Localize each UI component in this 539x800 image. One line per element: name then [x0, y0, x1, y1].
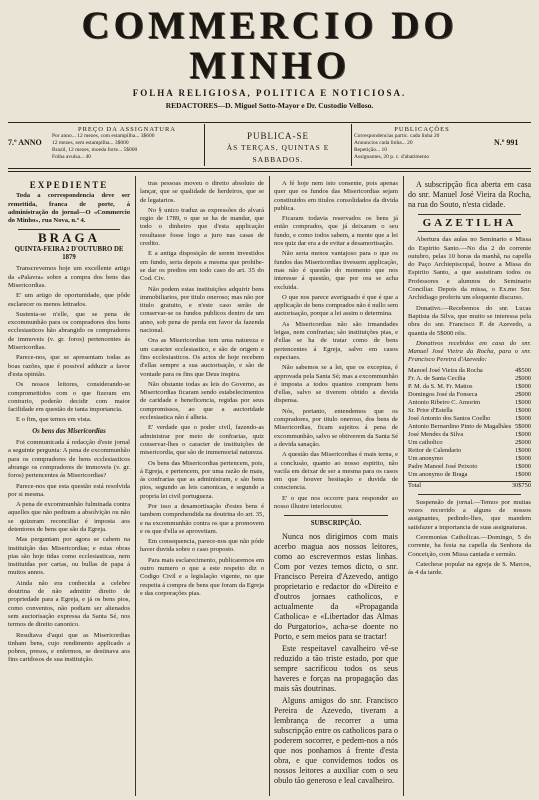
subscription-row: Por anno... 12 mezes, com estampilha... 3$600	[52, 133, 155, 139]
publications-row: Correspondencias partic. cada linha 20	[354, 133, 440, 139]
subscription-row: Folha avulsa... 40	[52, 154, 91, 160]
column-2	[140, 180, 264, 796]
issue-number: N.º 991	[494, 138, 519, 147]
donation-amount: 2$000	[515, 438, 531, 446]
subscription-paragraph: Nunca nos dirigimos com mais acerbo magua aos nossos leitores, como ao escrevermos estas linhas. Com por vezes temos dicto, o snr. Francisco Pereira d'Azevedo, antigo proprietario e redactor do «Direito e d'outros jornaes catholicos, e actualmente da «Propaganda Catholica» e «Libertador das Almas do Purgatorio», acha-se doente no Porto, e sem meios para se tractar!	[274, 531, 398, 641]
donation-row	[408, 415, 531, 423]
total-amount: 30$750	[511, 481, 531, 489]
subheading: Os bens das Misericordias	[32, 427, 106, 435]
paragraph: Foi communicada á redacção d'este jornal a seguinte pergunta: A pena de excommunhão para os compradores de bens ecclesiasticos abrange os compradores de immoveis (v. gr. foros) pertencentes ás Misericordias?	[8, 439, 130, 480]
publish-box	[204, 124, 352, 166]
donation-amount: 2$000	[515, 390, 531, 398]
news-item: Abertura das aulas no Seminario e Missa do Espirito Santo.—No dia 2 do corrente outubro, pelas 10 horas da manhã, na capella do Paço Archiepiscopal, houve a Missa do Espirito Santo, a que assistiram todos os Professores e alumnos do Seminario Conciliar. Depois da missa, o Ex.mo Snr. Archidiago proferiu um eloquente discurso.	[408, 236, 531, 302]
subscription-title: PREÇO DA ASSIGNATURA	[77, 126, 177, 133]
donation-amount: 1$000	[515, 446, 531, 454]
donation-amount: 1$000	[515, 470, 531, 478]
paragraph: E o fim, que temos em vista.	[16, 416, 92, 424]
paragraph: Não podem estas instituições adquirir bens immobiliarios, por titulo oneroso; mas não por titulo gratuito, e n'este caso serão de conservar-se os fundos publicos dentro de um anno, sob pena de perda em favor da fazenda nacional.	[140, 285, 264, 335]
column-separator	[269, 176, 270, 796]
paragraph: Em consequencia, parece-nos que não póde haver duvida sobre o caso proposto.	[140, 538, 264, 554]
paragraph: E' o que nos occorre para responder ao nosso illustre interlocutor.	[274, 494, 398, 510]
donation-row	[408, 431, 531, 439]
donation-amount: 2$000	[515, 374, 531, 382]
publications-row: Assignantes, 20 p. c. d'abatimento	[354, 154, 430, 160]
divider	[418, 231, 521, 232]
donation-row	[408, 455, 531, 463]
publish-days: ÀS TERÇAS, QUINTAS E SABBADOS.	[226, 143, 330, 164]
donor-name: Um anonymo de Braga	[408, 470, 468, 478]
paragraph: E a antiga disposição de serem investidos em fundo, seria depois a mesma que prohibe-se dar os predios em todo caso do art. 35 do Cod. Civ.	[140, 250, 264, 283]
paragraph: No § unico traduz as expressões do alvará regio de 1789, o que se ha de mandar, que todo o dinheiro que d'esta applicação resultasse fosse logo a juro nas casas de credito.	[140, 206, 264, 248]
total-label: Total	[408, 481, 422, 489]
donation-amount: 1$000	[515, 414, 531, 422]
donor-name: Domingos José da Fonseca	[408, 390, 478, 398]
donor-name: Um anonymo	[408, 454, 443, 462]
divider	[418, 214, 521, 215]
paragraph: Sustenta-se n'elle, que se pena de excommunhão para os compradores dos bens ecclesiasticos hão abrangido os compradores de immoveis (v. gr. foros) pertencentes ás Misericordias.	[8, 310, 130, 352]
donation-row	[408, 367, 531, 375]
donor-name: José Mendes da Silva	[408, 430, 464, 438]
donor-name: Um catholico	[408, 438, 443, 446]
paragraph: Não obstante todas as leis do Governo, as Misericordias ficaram sendo estabelecimentos de caridade e beneficencia, regidas por seus compromissos, ao que a auctoridade ecclesiastica não é alheia.	[140, 380, 264, 422]
expediente-text: Toda a correspondencia deve ser remettida, franca de porte, á administração do jornal—O «Commercio do Minho», rua Nova, n.º 4.	[8, 192, 130, 225]
publish-label: PUBLICA-SE	[246, 131, 309, 141]
subscription-location: A subscripção fica aberta em casa do snr. Manuel José Vieira da Rocha, na rua do Souto, n'esta cidade.	[408, 180, 531, 209]
column-separator	[403, 176, 404, 796]
donor-name: Antonio Ribeiro C. Amorim	[408, 398, 481, 406]
column-separator	[135, 176, 136, 796]
paragraph: Para mais esclarecimento, publicaremos em outro numero o que a este respeito diz o Codigo Civil e a legislação vigente, no que respeita á compra de bens que foram da Egreja e das corporações pias.	[140, 556, 264, 597]
donation-row	[408, 423, 531, 431]
donor-name: Antonio Bernardino Pinto de Magalhães	[408, 422, 512, 430]
publications-row: Repetição... 10	[354, 147, 387, 153]
donation-amount: 1$000	[515, 382, 531, 390]
paragraph: Mas perguntam por agora se cabem na instituição das Misericordias; e estas obras pias são hoje tidas como ecclesiasticas, nem instituidas por cartas, ou bullas de papa á muitos annos.	[8, 536, 130, 577]
divider	[284, 515, 388, 516]
paragraph: Ora as Misericordias tem uma natureza e um caracter ecclesiastico, e são de origem e fins ecclesiasticos. Os actos de hoje recebem d'ellas sempre a sua auctorisação, e são de vontade para os fins que Deus inspira.	[140, 337, 264, 378]
rule-mid-2	[8, 171, 531, 172]
subscription-row: Brazil, 12 mezes, moeda forte... 5$000	[52, 147, 138, 153]
paragraph: Ainda não era conhecida a celebre doutrina de não admittir direito de propriedade para a Egreja, e já os bens pios, como conventos, não podiam ser alienados sem auctorisação expressa da Santa Sé, nos termos de direito canonico.	[8, 579, 130, 629]
number-box	[494, 124, 531, 166]
donation-row	[408, 447, 531, 455]
year-label: 7.º ANNO	[8, 138, 42, 147]
donation-total-row	[408, 481, 531, 490]
paragraph: Parece-nos que esta questão está resolvida por si mesma.	[8, 482, 130, 498]
publications-box	[354, 124, 490, 166]
masthead	[0, 0, 539, 110]
publications-title: PUBLICAÇÕES	[394, 126, 450, 133]
editors-line: REDACTORES—D. Miguel Sotto-Mayor e Dr. Custodio Velloso.	[165, 101, 374, 110]
paragraph: Resultava d'aqui que as Misericordias tinham bens, cujo rendimento applicado a pobres, presos, e enfermos, se destinava aos fins caridosos de sua instituição.	[8, 631, 130, 664]
donation-amount: 1$000	[515, 406, 531, 414]
donation-row	[408, 391, 531, 399]
date-line: QUINTA-FEIRA 2 D'OUTUBRO DE 1879	[14, 245, 124, 262]
news-item: Ceremonias Catholicas.—Domingo, 5 do corrente, ha festa na capella da Senhora da Conceição, com Missa cantada e sermão.	[408, 533, 531, 558]
paragraph: A pena de excommunhão fulminada contra aquelles que não pediram a absolvição ou não se quizeram reconciliar é imposta aos detentores de bens que são da Egreja.	[8, 501, 130, 533]
donor-name: Manoel José Vieira da Rocha	[408, 366, 483, 374]
gazetilha-heading: GAZETILHA	[422, 217, 517, 229]
newspaper-title: COMMERCIO DO MINHO	[81, 4, 458, 87]
expediente-heading: EXPEDIENTE	[29, 180, 109, 190]
braga-heading: BRAGA	[38, 230, 100, 246]
donation-row	[408, 407, 531, 415]
paragraph: E' um artigo de oportunidade, que pôde esclarecer os menos lettrados.	[8, 292, 130, 308]
column-4	[408, 180, 531, 796]
rule-top	[8, 122, 531, 123]
paragraph: A fé hoje nem isto consente, pois apenas quer que os fundos das Misericordias sejam constituidos em titulos consolidados da divida publica.	[274, 180, 398, 212]
paragraph: Por isso a desamortisação d'estes bens é tambem comprehendida na doutrina do art. 35, e na excommunhão contra os que a promovem e os que d'ella se aproveitam.	[140, 502, 264, 535]
donation-row	[408, 463, 531, 471]
news-item: Catechese popular na egreja de S. Marcos, ás 4 da tarde.	[408, 560, 531, 577]
paragraph: As Misericordias não são irmandades leigas, nem confrarias; são instituições pias, e d'ellas se ha de tratar como de bens pertencentes á Egreja, salvo em casos especiaes.	[274, 320, 398, 361]
year-box	[8, 124, 48, 166]
donor-name: Reitor de Calendario	[408, 446, 462, 454]
newspaper-subtitle: FOLHA RELIGIOSA, POLITICA E NOTICIOSA.	[132, 88, 407, 98]
paragraph: Os nossos leitores, considerando-se compromettidos com o que fizeram em contrario, poderão decidir com maior facilidade em questão de tanta importancia.	[8, 381, 130, 414]
divider	[418, 494, 521, 495]
donation-row	[408, 375, 531, 383]
donor-name: P. M. da S. M. Fr. Mattos	[408, 382, 473, 390]
paragraph: Ficaram todavia reservados os bens já então comprados, que já deixaram o seu fundo, e como todos sabem, a mente que a lei nos quiz dar era a de evitar a desamortisação.	[274, 215, 398, 248]
paragraph: Não sabemos se a lei, que os exceptua, é approvada pela Santa Sé; mas a excommunhão é imposta a todos quantos compram bens d'ellas, salvo se tiverem obtido a devida dispensa.	[274, 364, 398, 405]
column-1	[8, 180, 130, 796]
paragraph: A questão das Misericordias é mais terna, e a conclusão, quanto ao nosso espirito, não vacila em deixar de ser a mesma para os casos em que houver hesitação e duvida de consciencia.	[274, 451, 398, 492]
donation-row	[408, 399, 531, 407]
donor-name: Sr. Prior d'Estella	[408, 406, 453, 414]
subscription-paragraph: Alguns amigos do snr. Francisco Pereira de Azevedo, tiveram a lembrança de recorrer a uma subscripção entre os catholicos para o poderem socorrer, e pedem-nos a nós que nos ponhamos á frente d'esta obra, e que convidemos todos os nossos leitores a auxiliar com o seu obulo tão generoso e leal cavalheiro.	[274, 695, 398, 785]
donation-row	[408, 471, 531, 479]
donation-amount: 1$000	[515, 398, 531, 406]
paragraph: Parece-nos, que se apresentam todas as boas razões, que é possivel adduzir a favor d'esta opinião.	[8, 354, 130, 378]
subscription-box	[52, 124, 202, 166]
paragraph: Nós, portanto, entendemos que os compradores, por titulo oneroso, dos bens de Misericordias, ficam sujeitos á pena de excommunhão, salvo se obtiverem da Santa Sé a devida sanação.	[274, 407, 398, 448]
donation-amount: 1$000	[515, 454, 531, 462]
news-item: Suspensão de jornal.—Temos por muitas vezes recorrido a alguns de nossos assignantes, pedindo-lhes, que mandem satisfazer a importancia de suas assignaturas.	[408, 498, 531, 531]
donation-row	[408, 383, 531, 391]
donor-name: José Antonio dos Santos Coelho	[408, 414, 491, 422]
paragraph: Transcrevemos hoje um excellente artigo da «Palavra» sobre a compra dos bens das Misericordias.	[8, 265, 130, 289]
donation-amount: 1$000	[515, 430, 531, 438]
rule-mid	[8, 168, 531, 169]
donor-name: Fr. A. de Santa Cecilia	[408, 374, 466, 382]
paragraph: Os bens das Misericordias pertencem, pois, á Egreja, e pertencem, por uma razão de mais, ás confrarias que as administram, e são bens pios, segundo as leis canonicas, e segundo a propria lei civil portugueza.	[140, 459, 264, 500]
donation-row	[408, 439, 531, 447]
subscription-heading: SUBSCRIPÇÃO.	[310, 520, 362, 528]
paragraph: tras pessoas moveu o direito absoluto de lançar, que se qualidade de herdeiros, que se de legatarios.	[140, 180, 264, 204]
donations-title: Donativos recebidos em casa do snr. Manuel José Vieira da Rocha, para o snr. Francisco Pereira d'Azevedo:	[408, 339, 531, 364]
column-3	[274, 180, 398, 796]
info-bar	[8, 124, 531, 166]
donations-list	[408, 367, 531, 490]
subscription-row: 12 mezes, sem estampilha... 3$000	[52, 140, 129, 146]
donor-name: Padre Manoel José Peixoto	[408, 462, 478, 470]
donation-amount: 1$000	[515, 462, 531, 470]
donation-amount: 4$500	[515, 366, 531, 374]
paragraph: E' verdade que o poder civil, fazendo-as administrar por meio de confrarias, quiz conservar-lhes o caracter de instituições de misericordia, que são de immemorial natureza.	[140, 424, 264, 457]
news-item: Donativo.—Recebemos do snr. Lucas Baptista da Silva, que muito se interessa pela obra do snr. Francisco P. de Azevedo, a quantia de 5$000 réis.	[408, 304, 531, 337]
paragraph: O que nos parece averiguado é que é que a applicação de bens comprados não é nullo sem auctorisação, porque a lei assim o determina.	[274, 293, 398, 318]
subscription-paragraph: Este respeitavel cavalheiro vê-se reduzido a tão triste estado, por que sempre sacrificou todos os seus haveres e forças na propagação das mais sãs doutrinas.	[274, 643, 398, 693]
paragraph: Não seria menos vantajoso para o que os fundos das Misericordias tivessem applicação, mas não é questão do momento que nos interesse á questão, que por ora se acha excluida.	[274, 250, 398, 291]
publications-row: Annuncios cada linha... 20	[354, 140, 413, 146]
donation-amount: 5$000	[515, 422, 531, 430]
